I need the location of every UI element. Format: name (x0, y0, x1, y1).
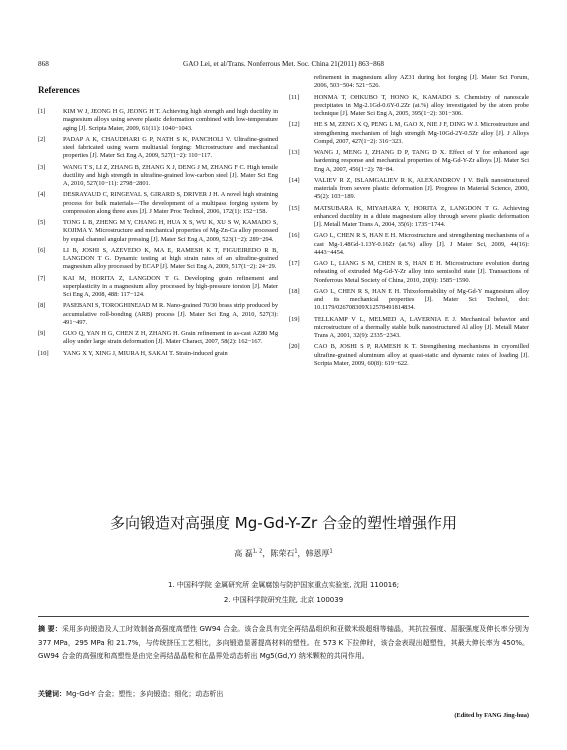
running-header (38, 60, 529, 72)
references-heading: References (38, 85, 80, 95)
reference-number: [1] (38, 108, 46, 115)
reference-entry (289, 121, 529, 146)
editor-note: (Edited by FANG Jing-hua) (454, 712, 529, 719)
keywords-text: Mg-Gd-Y 合金；塑性；多向锻造；细化；动态析出 (66, 690, 224, 698)
author-name: 陈荣石 (270, 549, 295, 558)
reference-text: KAI M, HORITA Z, LANGDON T G. Developing grain refinement and superplasticity in a magnesium alloy processed by high-pressure torsion [J]. Mater Sci Eng A, 2008, 488: 117−124. (63, 274, 278, 298)
reference-number: [17] (289, 260, 300, 267)
reference-text: LI B, JOSHI S, AZEVEDO K, MA E, RAMESH K T, FIGUEIREDO R B, LANGDON T G. Dynamic testing at high strain rates of an ultrafine-grained magnesium alloy processed by ECAP [J]. Mater Sci Eng A, 2009, 517(1−2): 24−29. (63, 246, 278, 271)
chinese-affiliations (0, 578, 567, 608)
reference-entry (38, 191, 278, 216)
reference-number: [3] (38, 163, 46, 171)
author-name: 高 磊 (234, 549, 253, 558)
author-name: 韩恩厚 (305, 549, 330, 558)
reference-entry (289, 260, 529, 285)
reference-number: [4] (38, 191, 46, 199)
reference-number: [8] (38, 302, 46, 310)
reference-number: [11] (289, 93, 300, 101)
reference-number: [16] (289, 232, 300, 240)
reference-continuation (289, 74, 529, 91)
reference-number: [15] (289, 204, 300, 212)
reference-text: GUO Q, YAN H G, CHEN Z H, ZHANG H. Grain refinement in as-cast AZ80 Mg alloy under large strain deformation [J]. Mater Charact, 2007, 58(2): 162−167. (63, 330, 278, 346)
reference-text: WANG T S, LI Z, ZHANG B, ZHANG X J, DENG J M, ZHANG F C. High tensile ductility and high strength in ultrafine-grained low-carbon steel [J]. Mater Sci Eng A, 2010, 527(10−11): 2798−2801. (63, 163, 278, 187)
reference-entry (289, 177, 529, 202)
author-affiliation-mark: 1, 2 (252, 548, 263, 555)
reference-entry (38, 219, 278, 244)
keywords-label: 关键词： (38, 690, 66, 698)
references-left-column (38, 85, 278, 361)
reference-text: WANG J, MENG J, ZHANG D P, TANG D X. Effect of Y for enhanced age hardening response and mechanical properties of Mg-Gd-Y-Zr alloys [J]. Mater Sci Eng A, 2007, 456(1−2): 78−84. (314, 149, 529, 173)
reference-entry (289, 149, 529, 174)
reference-text: PASEBANI S, TOROGHINEJAD M R. Nano-grained 70/30 brass strip produced by accumulative roll-bonding (ARB) process [J]. Mater Sci Eng A, 2010, 527(3): 491−497. (63, 302, 278, 326)
reference-text: YANG X Y, XING J, MIURA H, SAKAI T. Strain-induced grain (63, 349, 228, 357)
reference-text: GAO L, LIANG S M, CHEN R S, HAN E H. Microstructure evolution during reheating of extruded Mg-Gd-Y-Zr alloy into semisolid state [J]. Transactions of Nonferrous Metal Society of China, 2010, 20(9): 1585−1590. (314, 260, 529, 284)
reference-text: MATSUBARA K, MIYAHARA Y, HORITA Z, LANGDON T G. Achieving enhanced ductility in a dilute magnesium alloy through severe plastic deformation [J]. Metall Mater Trans A, 2004, 35(6): 1735−1744. (314, 204, 529, 228)
abstract-label: 摘 要： (38, 625, 62, 633)
reference-number: [12] (289, 121, 300, 129)
reference-text: refinement in magnesium alloy AZ31 during hot forging [J]. Mater Sci Forum, 2006, 503−504: 521−526. (314, 74, 529, 90)
reference-number: [20] (289, 343, 300, 351)
running-title: GAO Lei, et al/Trans. Nonferrous Met. Soc. China 21(2011) 863−868 (183, 60, 384, 68)
reference-text: VALIEV R Z, ISLAMGALIEV R K, ALEXANDROV I V. Bulk nanostructured materials from severe plastic deformation [J]. Progress in Material Science, 2000, 45(2): 103−189. (314, 176, 529, 201)
affiliation-line: 1. 中国科学院 金属研究所 金属腐蚀与防护国家重点实验室, 沈阳 110016; (167, 581, 400, 589)
reference-entry (38, 108, 278, 133)
page-number: 868 (38, 60, 49, 68)
reference-entry (289, 316, 529, 341)
author-separator: ， (262, 549, 271, 558)
reference-text: DESRAYAUD C, RINGEVAL S, GIRARD S, DRIVER J H. A novel high straining process for bulk materials—The development of a multipass forging system by compression along three axes [J]. J Mater Proc Technol, 2006, 172(1): 152−158. (63, 191, 278, 215)
reference-number: [9] (38, 330, 46, 337)
reference-entry (38, 247, 278, 272)
reference-text: TONG L B, ZHENG M Y, CHANG H, HUA X S, WU K, XU S W, KAMADO S, KOJIMA Y. Microstructure and mechanical properties of Mg-Zn-Ca alloy processed by equal channel angular pressing [J]. Mater Sci Eng A, 2009, 523(1−2): 289−294. (63, 219, 278, 243)
reference-number: [14] (289, 176, 300, 184)
reference-text: CAO B, JOSHI S P, RAMESH K T. Strengthening mechanisms in cryomilled ultrafine-grained aluminum alloy at quasi-static and dynamic rates of loading [J]. Scripta Mater, 2009, 60(8): 619−622. (314, 343, 529, 367)
reference-entry (289, 343, 529, 368)
reference-entry (289, 288, 529, 313)
reference-number: [6] (38, 246, 46, 254)
reference-entry (38, 330, 278, 347)
reference-text: PADAP A K, CHAUDHARI G P, NATH S K, PANCHOLI V. Ultrafine-grained steel fabricated using warm multiaxial forging: Microstructure and mechanical properties [J]. Mater Sci Eng A, 2009, 527(1−2): 110−117. (63, 135, 278, 160)
reference-number: [2] (38, 135, 46, 143)
author-affiliation-mark: 1 (329, 548, 333, 555)
reference-text: HE S M, ZENG X Q, PENG L M, GAO X, NIE J F, DING W J. Microstructure and strengthening mechanism of high strength Mg-10Gd-2Y-0.5Zr alloy [J]. J Alloys Compd, 2007, 427(1−2): 316−323. (314, 121, 529, 145)
abstract-text: 采用多向锻造及人工时效制备高强度高塑性 GW94 合金。该合金具有完全再结晶组织和亚微米级超细等轴晶，其抗拉强度、屈服强度及伸长率分别为 377 MPa，295 MPa 和 21.7%，与传统挤压工艺相比，多向锻造显著提高材料的塑性。在 573 K 下拉伸时，该合金表现出超塑性，其最大伸长率为 450%。GW94 合金的高强度和高塑性是由完全再结晶晶粒和在晶界处动态析出 Mg5(Gd,Y) 纳米颗粒的共同作用。 (38, 625, 529, 661)
reference-text: KIM W J, JEONG H G, JEONG H T. Achieving high strength and high ductility in magnesium alloys using severe plastic deformation combined with low-temperature aging [J]. Scripta Mater, 2009, 61(11): 1040−1043. (63, 108, 278, 132)
reference-text: GAO L, CHEN R S, HAN E H. Thixoformability of Mg-Gd-Y magnesium alloy and its mechanical properties [J]. Mater Sci Technol, doi: 10.1179/026708309X12578491814834. (314, 287, 529, 312)
reference-number: [5] (38, 219, 46, 226)
section-divider (38, 616, 529, 617)
references-right-column (289, 74, 529, 371)
reference-text: TELLKAMP V L, MELMED A, LAVERNIA E J. Mechanical behavior and microstructure of a thermally stable bulk nanostructured Al alloy [J]. Metall Mater Trans A, 2001, 32(9): 2335−2343. (314, 315, 529, 339)
reference-entry (38, 350, 278, 358)
reference-entry (38, 275, 278, 300)
reference-entry (38, 302, 278, 327)
author-separator: ， (297, 549, 306, 558)
reference-text: GAO L, CHEN R S, HAN E H. Microstructure and strengthening mechanisms of a cast Mg-1.48Gd-1.13Y-0.16Zr (at.%) alloy [J]. J Mater Sci, 2009, 44(16): 4443−4454. (314, 232, 529, 256)
chinese-authors (0, 548, 567, 559)
chinese-keywords (38, 689, 529, 699)
reference-entry (289, 94, 529, 119)
chinese-abstract (38, 623, 529, 664)
reference-number: [10] (38, 349, 49, 357)
reference-number: [13] (289, 149, 300, 156)
author-affiliation-mark: 1 (294, 548, 298, 555)
reference-entry (38, 164, 278, 189)
chinese-title: 多向锻造对高强度 Mg-Gd-Y-Zr 合金的塑性增强作用 (110, 514, 457, 532)
reference-number: [19] (289, 315, 300, 323)
reference-entry (289, 232, 529, 257)
reference-entry (289, 205, 529, 230)
reference-entry (38, 136, 278, 161)
affiliation-line: 2. 中国科学院研究生院, 北京 100039 (223, 596, 344, 604)
reference-number: [7] (38, 274, 46, 282)
reference-number: [18] (289, 287, 300, 295)
reference-text: HONMA T, OHKUBO T, HONO K, KAMADO S. Chemistry of nanoscale precipitates in Mg-2.1Gd-0.6Y-0.2Zr (at.%) alloy investigated by the atom probe technique [J]. Mater Sci Eng A, 2005, 395(1−2): 301−306. (314, 93, 529, 117)
